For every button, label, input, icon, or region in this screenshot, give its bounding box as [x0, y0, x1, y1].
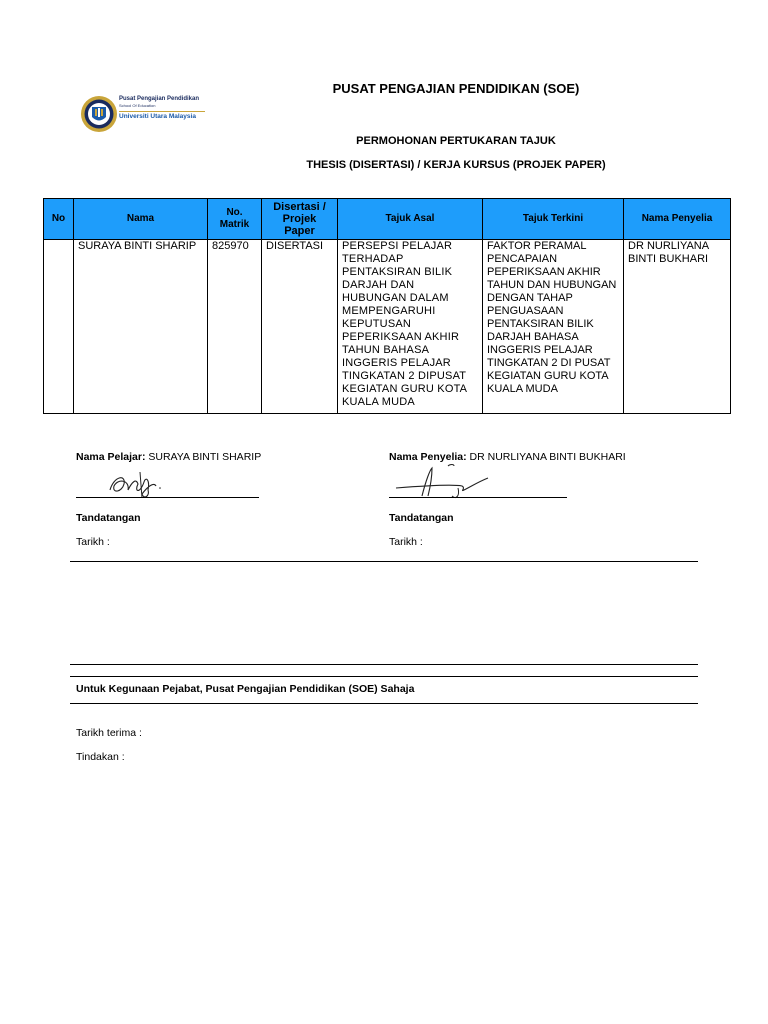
- cell-jenis: DISERTASI: [262, 240, 338, 414]
- title-change-table: [43, 198, 731, 414]
- header-jenis-line-2: Projek: [282, 213, 317, 225]
- logo-rule: [119, 111, 205, 112]
- cell-no: [44, 240, 74, 414]
- university-crest-icon: [80, 90, 118, 138]
- office-use-heading: Untuk Kegunaan Pejabat, Pusat Pengajian Pendidikan (SOE) Sahaja: [76, 683, 415, 695]
- cell-penyelia: DR NURLIYANA BINTI BUKHARI: [624, 240, 731, 414]
- logo-line-1: Pusat Pengajian Pendidikan: [119, 96, 200, 102]
- student-name-value: SURAYA BINTI SHARIP: [148, 451, 262, 463]
- header-jenis-line-1: Disertasi /: [273, 201, 326, 213]
- supervisor-name-label: Nama Penyelia:: [389, 451, 467, 463]
- header-jenis-line-3: Paper: [284, 225, 315, 237]
- header-tajuk-terkini: Tajuk Terkini: [483, 199, 624, 240]
- header-matrik-line-2: Matrik: [219, 219, 250, 230]
- university-logo: [80, 90, 220, 140]
- supervisor-tarikh-label: Tarikh :: [389, 536, 423, 548]
- table-header-row: [44, 199, 731, 240]
- student-name-label: Nama Pelajar:: [76, 451, 146, 463]
- supervisor-signature-line: [389, 497, 567, 498]
- header-matrik-line-1: No.: [226, 207, 243, 218]
- supervisor-signature: [392, 462, 502, 502]
- divider-1: [70, 561, 698, 562]
- cell-matrik: 825970: [208, 240, 262, 414]
- header-tajuk-asal: Tajuk Asal: [338, 199, 483, 240]
- divider-2: [70, 664, 698, 665]
- table-row: [44, 240, 731, 414]
- tindakan-label: Tindakan :: [76, 751, 125, 763]
- cell-tajuk-asal: PERSEPSI PELAJAR TERHADAP PENTAKSIRAN BILIK DARJAH DAN HUBUNGAN DALAM MEMPENGARUHI KEPUTUSAN PEPERIKSAAN AKHIR TAHUN BAHASA INGGERIS PELAJAR TINGKATAN 2 DIPUSAT KEGIATAN GURU KOTA KUALA MUDA: [338, 240, 483, 414]
- cell-tajuk-terkini: FAKTOR PERAMAL PENCAPAIAN PEPERIKSAAN AKHIR TAHUN DAN HUBUNGAN DENGAN TAHAP PENGUASAAN PENTAKSIRAN BILIK DARJAH BAHASA INGGERIS PELAJAR TINGKATAN 2 DI PUSAT KEGIATAN GURU KOTA KUALA MUDA: [483, 240, 624, 414]
- form-subtitle-2: THESIS (DISERTASI) / KERJA KURSUS (PROJEK PAPER): [306, 159, 606, 171]
- supervisor-name-value: DR NURLIYANA BINTI BUKHARI: [469, 451, 626, 463]
- student-name-line: [76, 451, 261, 463]
- tarikh-terima-label: Tarikh terima :: [76, 727, 142, 739]
- header-penyelia: Nama Penyelia: [624, 199, 731, 240]
- header-jenis: [262, 199, 338, 240]
- divider-3: [70, 676, 698, 677]
- logo-line-2: School Of Education: [119, 103, 156, 108]
- header-nama: Nama: [74, 199, 208, 240]
- student-tarikh-label: Tarikh :: [76, 536, 110, 548]
- logo-line-3: Universiti Utara Malaysia: [119, 113, 196, 120]
- page-title: PUSAT PENGAJIAN PENDIDIKAN (SOE): [332, 81, 580, 96]
- student-signature-line: [76, 497, 259, 498]
- student-tandatangan-label: Tandatangan: [76, 512, 141, 524]
- student-signature: [104, 468, 174, 504]
- header-matrik: [208, 199, 262, 240]
- divider-4: [70, 703, 698, 704]
- header-no: No: [44, 199, 74, 240]
- supervisor-tandatangan-label: Tandatangan: [389, 512, 454, 524]
- form-subtitle-1: PERMOHONAN PERTUKARAN TAJUK: [356, 135, 556, 147]
- cell-nama: SURAYA BINTI SHARIP: [74, 240, 208, 414]
